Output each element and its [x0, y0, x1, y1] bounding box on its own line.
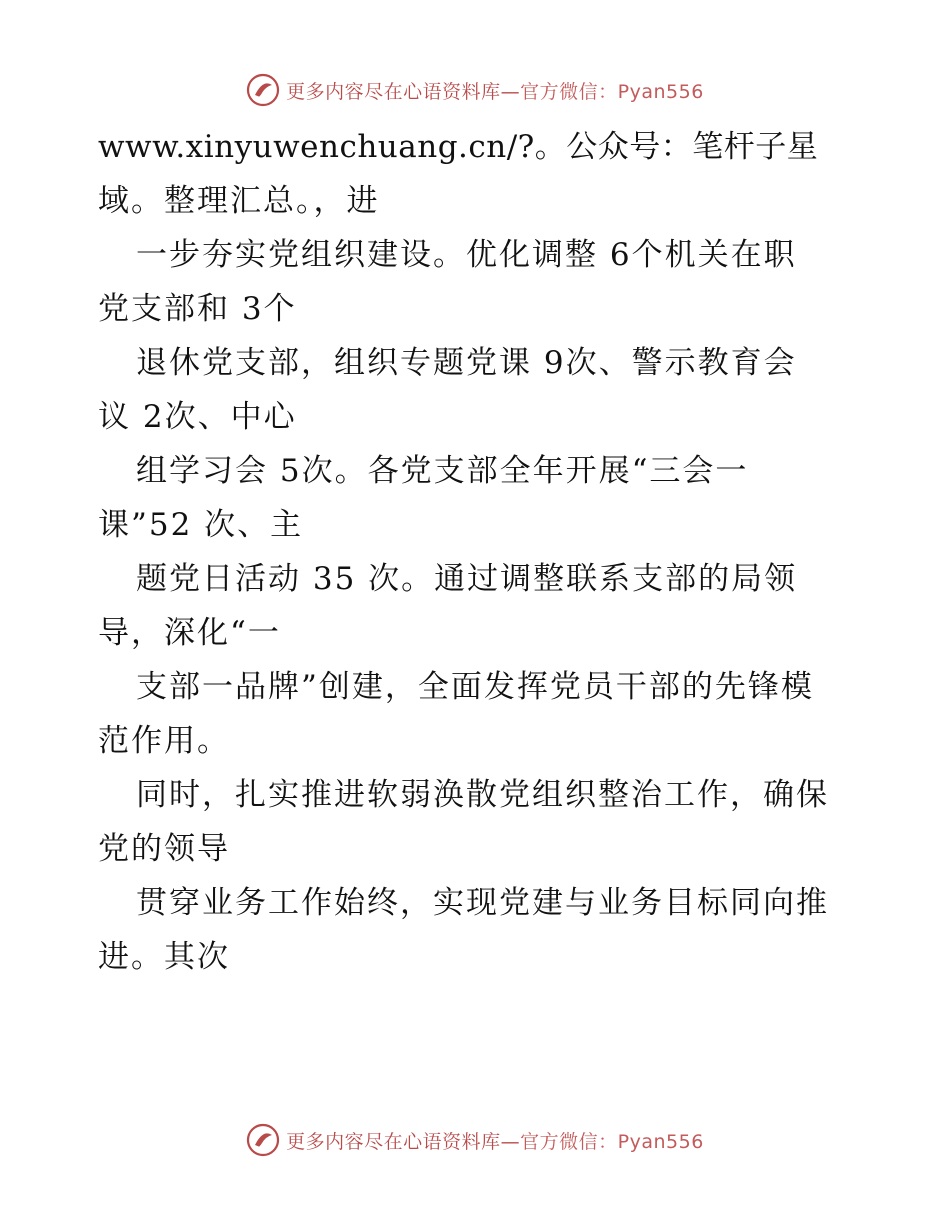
body-line-6: 议 2次、中心: [98, 399, 297, 435]
header-banner-main: 更多内容尽在心语资料库—: [286, 80, 521, 103]
body-line-2: 域。整理汇总。，进: [98, 183, 380, 219]
logo-icon: [246, 1123, 280, 1157]
header-banner-text: [286, 77, 704, 104]
document-body: [98, 120, 858, 984]
body-line-14: 党的领导: [98, 831, 230, 867]
body-line-16: 进。其次: [98, 939, 230, 975]
footer-banner-main: 更多内容尽在心语资料库—: [286, 1130, 521, 1153]
body-line-3: 一步夯实党组织建设。优化调整 6个机关在职: [136, 237, 797, 273]
body-line-1: www.xinyuwenchuang.cn/?。公众号：笔杆子星: [98, 129, 819, 165]
body-line-13: 同时，扎实推进软弱涣散党组织整治工作，确保: [136, 777, 829, 813]
body-line-15: 贯穿业务工作始终，实现党建与业务目标同向推: [136, 885, 829, 921]
header-banner-wechat: 官方微信：Pyan556: [520, 80, 704, 103]
body-line-10: 导，深化“一: [98, 615, 281, 651]
body-line-9: 题党日活动 35 次。通过调整联系支部的局领: [136, 561, 798, 597]
logo-icon: [246, 73, 280, 107]
footer-banner-wechat: 官方微信：Pyan556: [520, 1130, 704, 1153]
body-line-4: 党支部和 3个: [98, 291, 297, 327]
body-line-5: 退休党支部，组织专题党课 9次、警示教育会: [136, 345, 797, 381]
body-line-7: 组学习会 5次。各党支部全年开展“三会一: [136, 453, 749, 489]
body-line-12: 范作用。: [98, 723, 230, 759]
footer-banner: [0, 1118, 950, 1162]
body-line-11: 支部一品牌”创建，全面发挥党员干部的先锋模: [136, 669, 814, 705]
header-banner: [0, 68, 950, 112]
footer-banner-text: [286, 1127, 704, 1154]
body-line-8: 课”52 次、主: [98, 507, 304, 543]
